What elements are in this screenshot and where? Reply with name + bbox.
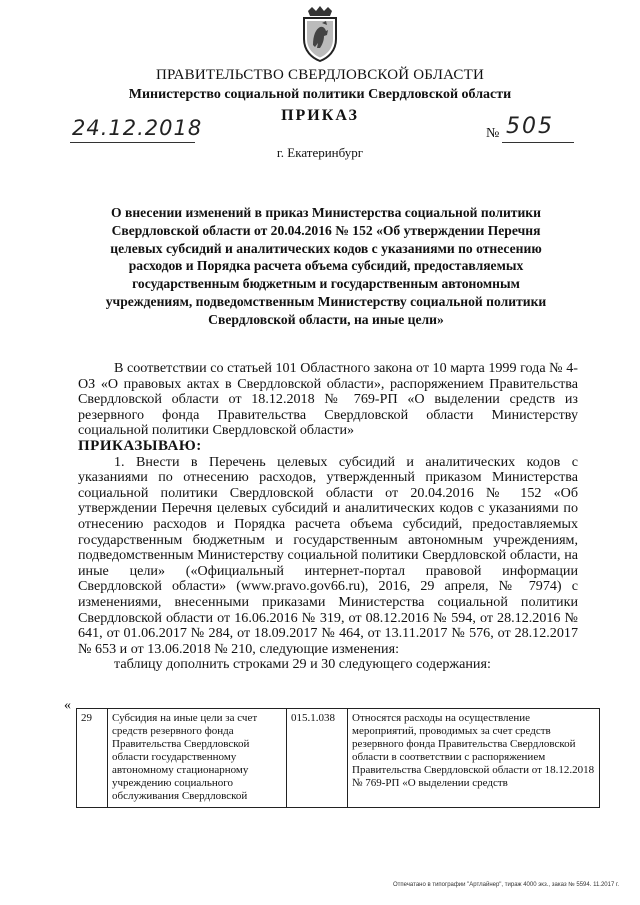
- government-name: ПРАВИТЕЛЬСТВО СВЕРДЛОВСКОЙ ОБЛАСТИ: [155, 67, 485, 83]
- row-number-cell: 29: [77, 709, 108, 808]
- handwritten-date: 24.12.2018: [72, 116, 203, 140]
- number-label: №: [486, 126, 500, 141]
- number-underline: [502, 142, 574, 143]
- print-footer-note: Отпечатано в типографии "Артлайнер", тираж 4000 экз., заказ № 5594. 11.2017 г.: [393, 882, 620, 888]
- item-1-paragraph: 1. Внести в Перечень целевых субсидий и аналитических кодов с указаниями по отнесению расходов, утвержденный приказом Министерства социальной политики Свердловской области от 20.04.2016 № 152 «Об утверждении Перечня целевых субсидий и аналитических кодов с указаниями по отнесению расходов и Порядка расчета объема субсидий, предоставляемых государственным бюджетным и государственным автономным учреждениям, подведомственным Министерству социальной политики Свердловской области, на иные цели» («Официальный интернет-портал правовой информации Свердловской области» (www.pravo.gov66.ru), 2016, 29 апреля, № 7974) с изменениями, внесенными приказами Министерства социальной политики Свердловской области от 16.06.2016 № 319, от 08.12.2016 № 594, от 28.12.2016 № 641, от 01.06.2017 № 284, от 18.09.2017 № 464, от 13.11.2017 № 576, от 28.12.2017 № 653 и от 13.06.2018 № 210, следующие изменения:: [78, 453, 578, 657]
- order-keyword: ПРИКАЗЫВАЮ:: [78, 437, 202, 454]
- ministry-name: Министерство социальной политики Свердловской области: [128, 87, 512, 102]
- document-type: ПРИКАЗ: [281, 107, 359, 124]
- coat-of-arms-emblem: [298, 5, 342, 63]
- opening-quote: «: [64, 698, 71, 713]
- order-heading: О внесении изменений в приказ Министерства социальной политики Свердловской области от 20.04.2016 № 152 «Об утверждении Перечня целевых субсидий и аналитических кодов с указаниями по отнесению расходов и Порядка расчета объема субсидий, предоставляемых государственным бюджетным и государственным автономным учреждениям, подведомственным Министерству социальной политики Свердловской области, на иные цели»: [105, 205, 547, 327]
- table-row: [77, 709, 600, 808]
- preamble-paragraph: В соответствии со статьей 101 Областного закона от 10 марта 1999 года № 4-ОЗ «О правовых актах в Свердловской области», распоряжением Правительства Свердловской области от 18.12.2018 № 769-РП «О выделении средств из резервного фонда Правительства Свердловской области Министерству социальной политики Свердловской области»: [78, 360, 578, 439]
- item-1-tail: таблицу дополнить строками 29 и 30 следующего содержания:: [114, 656, 491, 673]
- date-underline: [70, 142, 195, 143]
- handwritten-number: 505: [506, 114, 554, 139]
- subsidy-table: [76, 708, 600, 808]
- subsidy-name-cell: Субсидия на иные цели за счет средств резервного фонда Правительства Свердловской области государственному автономному стационарному учреждению социального обслуживания Свердловской: [108, 709, 287, 808]
- order-body: [78, 361, 578, 673]
- expense-note-cell: Относятся расходы на осуществление мероприятий, проводимых за счет средств резервного фонда Правительства Свердловской области в соответствии с распоряжением Правительства Свердловской области от 18.12.2018 № 769-РП «О выделении средств: [348, 709, 600, 808]
- analytic-code-cell: 015.1.038: [287, 709, 348, 808]
- city: г. Екатеринбург: [276, 145, 364, 160]
